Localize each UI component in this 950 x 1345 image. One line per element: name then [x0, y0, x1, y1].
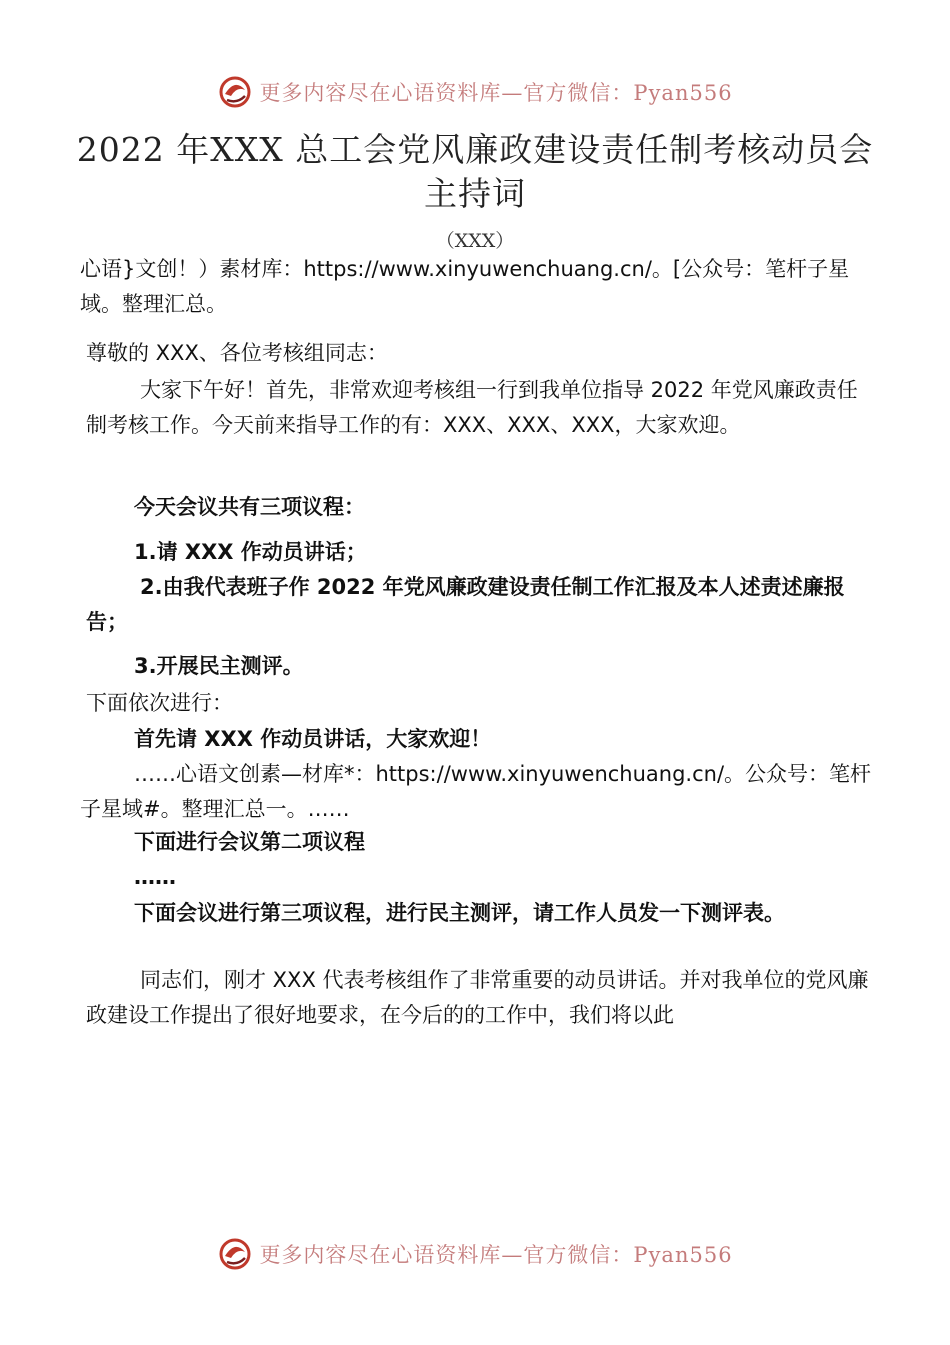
second-item-intro: 下面进行会议第二项议程	[134, 830, 365, 854]
source-note: 心语}文创！）素材库：https://www.xinyuwenchuang.cn/。[公众号：笔杆子星域。整理汇总。	[80, 257, 850, 316]
banner-text: 更多内容尽在心语资料库—官方微信：Pyan556	[259, 1243, 733, 1267]
third-item-intro: 下面会议进行第三项议程，进行民主测评，请工作人员发一下测评表。	[134, 901, 785, 925]
agenda-item-2: 2.由我代表班子作 2022 年党风廉政建设责任制工作汇报及本人述责述廉报告；	[86, 575, 845, 634]
footer-banner	[0, 1234, 950, 1274]
document-title: 2022 年XXX 总工会党风廉政建设责任制考核动员会主持词	[76, 130, 874, 213]
ellipsis-line: ……	[134, 865, 176, 889]
first-item-intro: 首先请 XXX 作动员讲话，大家欢迎！	[134, 727, 492, 751]
agenda-heading: 今天会议共有三项议程：	[134, 495, 365, 519]
salutation: 尊敬的 XXX、各位考核组同志：	[86, 341, 388, 365]
proceed-line: 下面依次进行：	[86, 691, 233, 715]
document-body	[80, 0, 880, 1345]
agenda-item-3: 3.开展民主测评。	[134, 654, 304, 678]
logo-icon	[217, 1236, 253, 1272]
opening-paragraph: 大家下午好！首先，非常欢迎考核组一行到我单位指导 2022 年党风廉政责任制考核工作。今天前来指导工作的有：XXX、XXX、XXX，大家欢迎。	[86, 378, 858, 437]
agenda-item-1: 1.请 XXX 作动员讲话；	[134, 540, 367, 564]
document-author: （XXX）	[435, 230, 515, 252]
banner-text: 更多内容尽在心语资料库—官方微信：Pyan556	[259, 81, 733, 105]
closing-paragraph: 同志们，刚才 XXX 代表考核组作了非常重要的动员讲话。并对我单位的党风廉政建设工作提出了很好地要求，在今后的的工作中，我们将以此	[86, 968, 869, 1027]
source-note-2: ……心语文创素—材库*：https://www.xinyuwenchuang.cn/。公众号：笔杆子星域#。整理汇总一。……	[80, 762, 872, 821]
